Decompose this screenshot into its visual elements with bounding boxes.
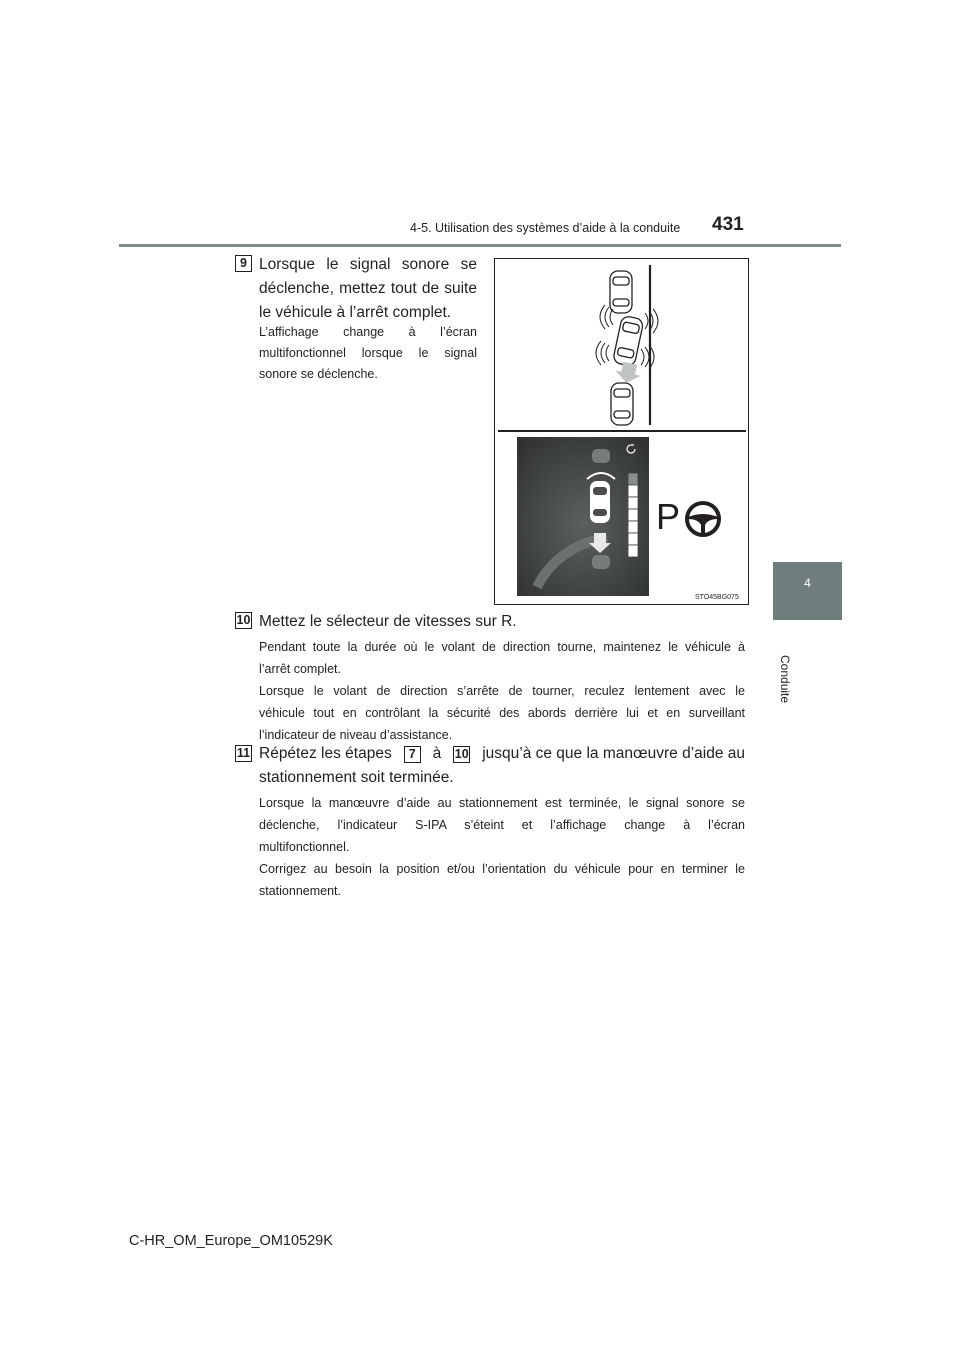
chapter-label-vertical xyxy=(774,655,814,715)
step-11-title-part: à xyxy=(432,745,442,762)
step-10-body-line: véhicule tout en contrôlant la sécurité des abords derrière lui et en surveillant xyxy=(259,706,745,720)
step-9-body-line: multifonctionnel lorsque le signal xyxy=(259,346,477,360)
step-ref-7: 7 xyxy=(404,746,421,763)
parked-car-rear-icon xyxy=(611,383,633,425)
document-code: C-HR_OM_Europe_OM10529K xyxy=(129,1233,333,1249)
maneuvering-car-icon xyxy=(612,315,643,367)
step-11-title-line-1 xyxy=(259,742,745,766)
section-title: 4-5. Utilisation des systèmes d’aide à la conduite xyxy=(410,221,681,235)
page-number: 431 xyxy=(712,214,744,235)
step-9-body xyxy=(259,322,477,385)
step-9-title-line: Lorsque le signal sonore se xyxy=(259,256,477,273)
step-ref-10: 10 xyxy=(454,746,469,761)
steering-wheel-icon xyxy=(684,500,722,538)
step-10-title: Mettez le sélecteur de vitesses sur R. xyxy=(259,613,517,630)
chapter-label: Conduite xyxy=(778,655,792,704)
step-10-paragraph-2 xyxy=(259,680,745,746)
step-10-body-line: l’arrêt complet. xyxy=(259,662,341,676)
step-10-body-line: l’indicateur de niveau d’assistance. xyxy=(259,728,453,742)
step-11-body-line: déclenche, l’indicateur S-IPA s’éteint et l’affichage change à l’écran xyxy=(259,818,745,832)
park-indicator: P xyxy=(656,496,681,537)
multifunction-display xyxy=(517,437,649,596)
figure-divider xyxy=(498,430,746,432)
chapter-number: 4 xyxy=(804,576,811,590)
step-number-9: 9 xyxy=(235,255,252,272)
step-9-title-line: déclenche, mettez tout de suite xyxy=(259,280,477,297)
assist-level-gauge xyxy=(628,473,638,557)
ghost-car-rear-icon xyxy=(592,555,610,569)
step-11-title xyxy=(259,742,745,790)
step-10-paragraph-1 xyxy=(259,636,745,680)
display-graphic xyxy=(517,437,649,596)
step-11-title-part: jusqu’à ce que la manœuvre d’aide au xyxy=(482,745,745,762)
step-11-title-line-2: stationnement soit terminée. xyxy=(259,769,454,786)
step-10-body-line: Pendant toute la durée où le volant de direction tourne, maintenez le véhicule à xyxy=(259,640,745,654)
step-9-title xyxy=(259,253,477,325)
step-11-paragraph-1 xyxy=(259,792,745,858)
step-9-title-line: le véhicule à l’arrêt complet. xyxy=(259,304,452,321)
figure-code: STO45BG075 xyxy=(695,594,739,601)
step-11-body-line: Corrigez au besoin la position et/ou l’orientation du véhicule pour en terminer le xyxy=(259,862,745,876)
chapter-tab xyxy=(773,562,842,620)
step-11-body-line: Lorsque la manœuvre d’aide au stationnement est terminée, le signal sonore se xyxy=(259,796,745,810)
reverse-arrow-icon xyxy=(613,361,643,386)
step-11-title-part: Répétez les étapes xyxy=(259,745,392,762)
step-number-10: 10 xyxy=(236,613,251,627)
step-10-body-line: Lorsque le volant de direction s’arrête de tourner, reculez lentement avec le xyxy=(259,684,745,698)
step-11-body-line: multifonctionnel. xyxy=(259,840,350,854)
step-number-11: 11 xyxy=(236,746,251,760)
step-11-paragraph-2 xyxy=(259,858,745,902)
step-9-body-line: sonore se déclenche. xyxy=(259,367,378,381)
step-9-body-line: L’affichage change à l’écran xyxy=(259,325,477,339)
parked-car-front-icon xyxy=(610,271,632,313)
ghost-car-front-icon xyxy=(592,449,610,463)
header-divider xyxy=(119,244,841,247)
step-11-body-line: stationnement. xyxy=(259,884,341,898)
display-car-icon xyxy=(590,481,610,523)
